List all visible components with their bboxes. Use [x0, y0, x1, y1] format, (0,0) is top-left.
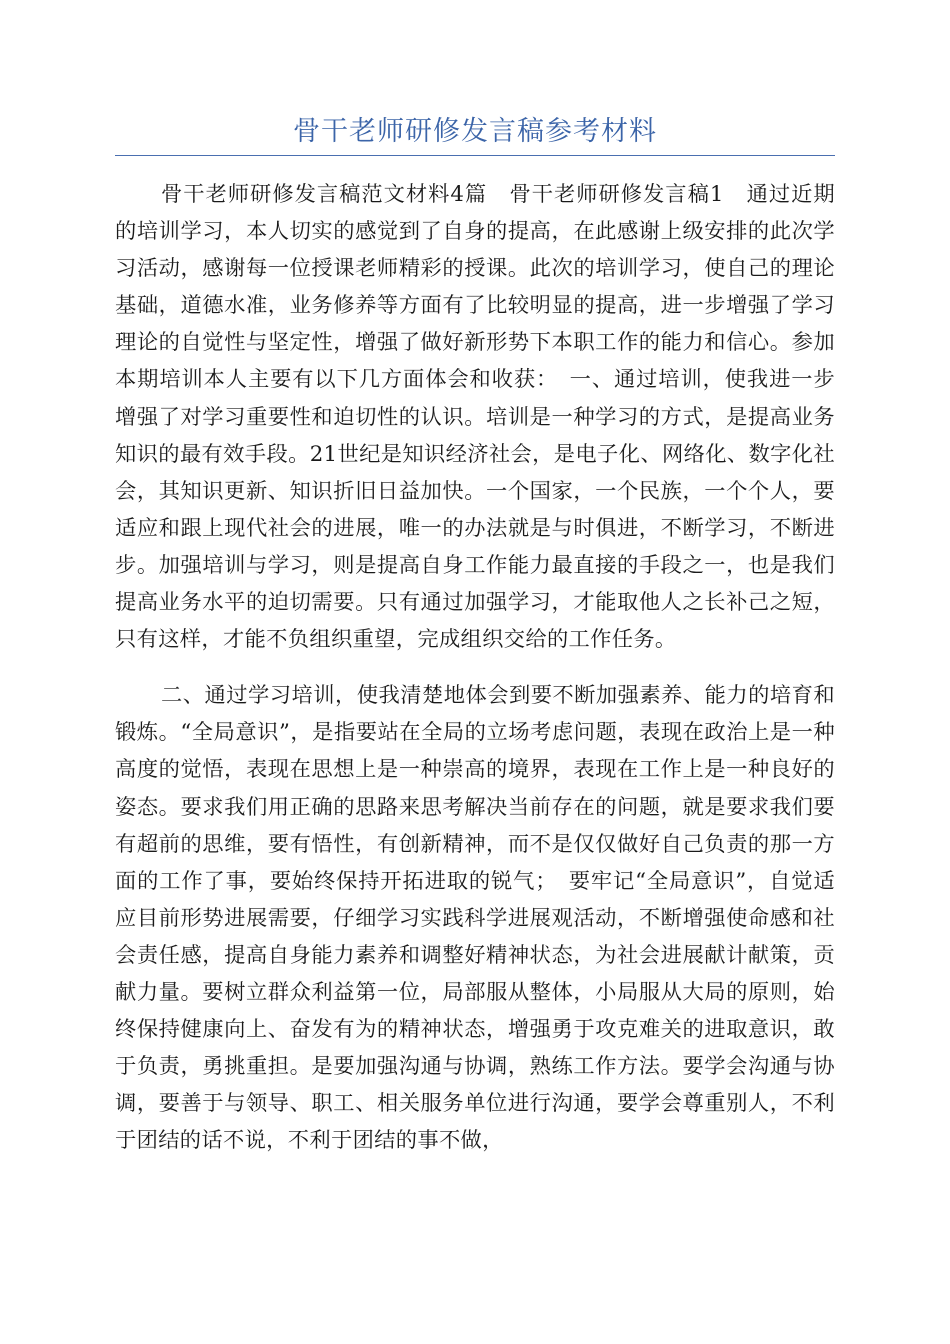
document-title: 骨干老师研修发言稿参考材料	[293, 116, 657, 147]
body-paragraph-1: 骨干老师研修发言稿范文材料4篇 骨干老师研修发言稿1 通过近期的培训学习，本人切实的感觉到了自身的提高，在此感谢上级安排的此次学习活动，感谢每一位授课老师精彩的授课。此次的培训学习，使自己的理论基础，道德水准，业务修养等方面有了比较明显的提高，进一步增强了学习理论的自觉性与坚定性，增强了做好新形势下本职工作的能力和信心。参加本期培训本人主要有以下几方面体会和收获： 一、通过培训，使我进一步增强了对学习重要性和迫切性的认识。培训是一种学习的方式，是提高业务知识的最有效手段。21世纪是知识经济社会，是电子化、网络化、数字化社会，其知识更新、知识折旧日益加快。一个国家，一个民族，一个个人，要适应和跟上现代社会的进展，唯一的办法就是与时俱进，不断学习，不断进步。加强培训与学习，则是提高自身工作能力最直接的手段之一，也是我们提高业务水平的迫切需要。只有通过加强学习，才能取他人之长补己之短，只有这样，才能不负组织重望，完成组织交给的工作任务。	[115, 182, 835, 653]
document-body	[115, 176, 835, 1159]
title-underline	[115, 155, 835, 156]
body-paragraph-2: 二、通过学习培训，使我清楚地体会到要不断加强素养、能力的培育和锻炼。“全局意识”，是指要站在全局的立场考虑问题，表现在政治上是一种高度的觉悟，表现在思想上是一种崇高的境界，表现在工作上是一种良好的姿态。要求我们用正确的思路来思考解决当前存在的问题，就是要求我们要有超前的思维，要有悟性，有创新精神，而不是仅仅做好自己负责的那一方面的工作了事，要始终保持开拓进取的锐气； 要牢记“全局意识”，自觉适应目前形势进展需要，仔细学习实践科学进展观活动，不断增强使命感和社会责任感，提高自身能力素养和调整好精神状态，为社会进展献计献策，贡献力量。要树立群众利益第一位，局部服从整体，小局服从大局的原则，始终保持健康向上、奋发有为的精神状态，增强勇于攻克难关的进取意识，敢于负责，勇挑重担。是要加强沟通与协调，熟练工作方法。要学会沟通与协调，要善于与领导、职工、相关服务单位进行沟通，要学会尊重别人，不利于团结的话不说，不利于团结的事不做，	[115, 683, 835, 1154]
